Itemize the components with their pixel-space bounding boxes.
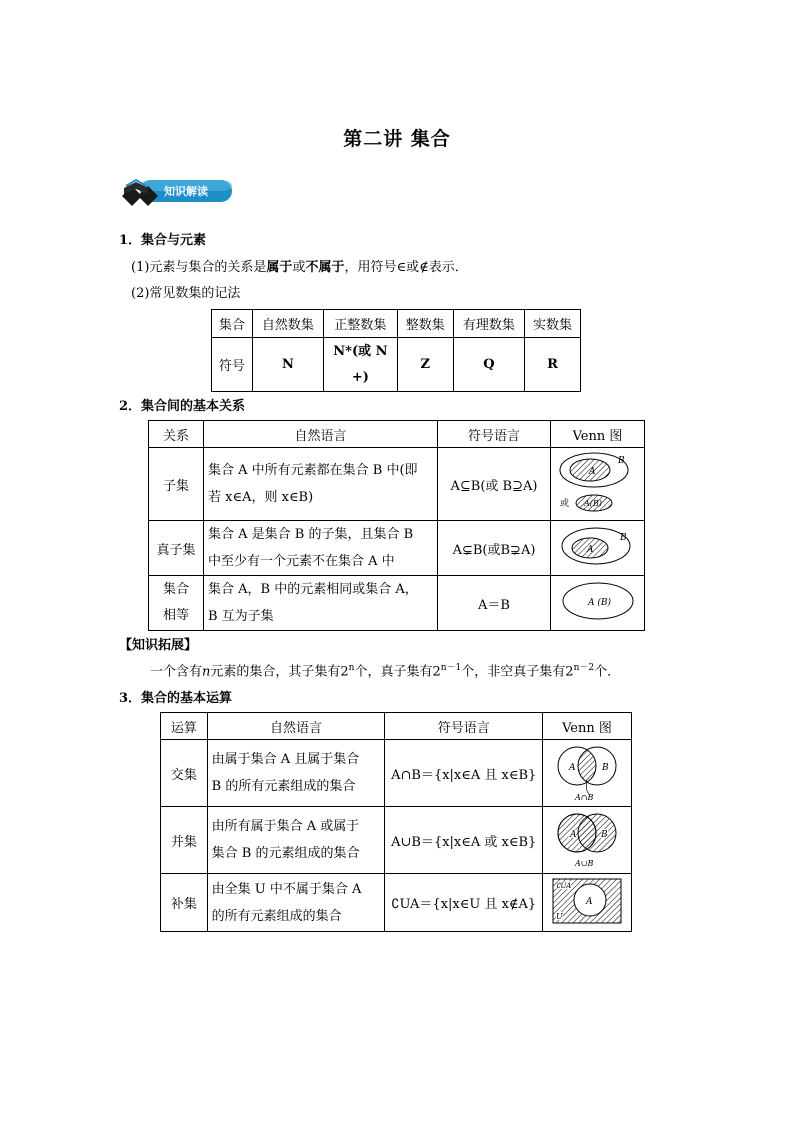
- table-row: [149, 448, 645, 521]
- svg-text:A: A: [586, 896, 593, 907]
- section-3-heading: 3．集合的基本运算: [119, 691, 233, 706]
- sym-union: A∪B＝{x|x∈A 或 x∈B}: [385, 807, 543, 874]
- sym-integer: Z: [397, 338, 453, 392]
- header-relation: 关系: [149, 421, 204, 448]
- table-row: [161, 874, 632, 932]
- svg-text:B: B: [617, 456, 625, 466]
- table-row: [149, 576, 645, 631]
- rel-equal: 集合 相等: [149, 576, 204, 631]
- nat-union: 由所有属于集合 A 或属于 集合 B 的元素组成的集合: [207, 807, 385, 874]
- number-sets-table: [211, 309, 581, 392]
- svg-text:A∩B: A∩B: [575, 793, 594, 802]
- header-op: 运算: [161, 713, 208, 740]
- sym-intersection: A∩B＝{x|x∈A 且 x∈B}: [385, 740, 543, 807]
- venn-union: [543, 807, 632, 874]
- svg-text:或: 或: [559, 499, 569, 509]
- sym-positive-int: N*(或 N +): [324, 338, 398, 392]
- extension-text: 一个含有n元素的集合，其子集有2$^n$个，真子集有$2^{n-1}$个，非空真子集有$2^{n-2}$个．: [150, 663, 621, 680]
- header-venn: Venn 图: [551, 421, 645, 448]
- rel-subset: 子集: [149, 448, 204, 521]
- svg-text:A: A: [586, 545, 593, 555]
- extension-heading: 【知识拓展】: [119, 638, 198, 653]
- col-real: 实数集: [524, 310, 580, 338]
- book-icon: [118, 174, 234, 208]
- venn-equal: [551, 576, 645, 631]
- svg-text:B: B: [619, 533, 627, 543]
- row-label-set: 集合: [212, 310, 253, 338]
- header-venn: Venn 图: [543, 713, 632, 740]
- venn-subset: [551, 448, 645, 521]
- op-union: 并集: [161, 807, 208, 874]
- col-rational: 有理数集: [453, 310, 524, 338]
- section-1-heading: 1．集合与元素: [119, 233, 207, 248]
- venn-intersection: [543, 740, 632, 807]
- operations-table: [160, 712, 632, 932]
- section-badge: [118, 174, 234, 208]
- table-row: [161, 740, 632, 807]
- sym-complement: ∁UA＝{x|x∈U 且 x∉A}: [385, 874, 543, 932]
- op-complement: 补集: [161, 874, 208, 932]
- svg-text:A(B): A(B): [583, 499, 602, 508]
- sym-real: R: [524, 338, 580, 392]
- badge-label: 知识解读: [164, 185, 208, 198]
- table-row: [161, 807, 632, 874]
- svg-text:B: B: [602, 763, 609, 773]
- nat-equal: 集合 A，B 中的元素相同或集合 A， B 互为子集: [204, 576, 438, 631]
- rel-proper-subset: 真子集: [149, 521, 204, 576]
- section-2-heading: 2．集合间的基本关系: [119, 399, 246, 414]
- header-natural: 自然语言: [204, 421, 438, 448]
- sym-natural: N: [252, 338, 323, 392]
- col-positive-int: 正整数集: [324, 310, 398, 338]
- svg-text:U: U: [556, 911, 563, 921]
- sym-proper-subset: A⊊B(或B⊋A): [438, 521, 551, 576]
- header-symbol: 符号语言: [385, 713, 543, 740]
- venn-complement: [543, 874, 632, 932]
- relations-table: [148, 420, 645, 631]
- svg-text:A (B): A (B): [587, 598, 611, 608]
- svg-text:∁UA: ∁UA: [556, 881, 572, 890]
- header-symbol: 符号语言: [438, 421, 551, 448]
- header-natural: 自然语言: [207, 713, 385, 740]
- svg-text:B: B: [601, 830, 608, 840]
- page-title: 第二讲 集合: [343, 128, 451, 150]
- sym-subset: A⊆B(或 B⊇A): [438, 448, 551, 521]
- nat-complement: 由全集 U 中不属于集合 A 的所有元素组成的集合: [207, 874, 385, 932]
- venn-proper-subset: [551, 521, 645, 576]
- col-integer: 整数集: [397, 310, 453, 338]
- sym-rational: Q: [453, 338, 524, 392]
- op-intersection: 交集: [161, 740, 208, 807]
- svg-text:A∪B: A∪B: [575, 859, 594, 868]
- col-natural: 自然数集: [252, 310, 323, 338]
- nat-intersection: 由属于集合 A 且属于集合 B 的所有元素组成的集合: [207, 740, 385, 807]
- svg-text:A: A: [570, 830, 577, 840]
- svg-text:A: A: [588, 467, 595, 477]
- row-label-symbol: 符号: [212, 338, 253, 392]
- nat-proper-subset: 集合 A 是集合 B 的子集，且集合 B 中至少有一个元素不在集合 A 中: [204, 521, 438, 576]
- s1-line1: (1)元素与集合的关系是属于或不属于，用符号∈或∉表示．: [131, 260, 468, 275]
- table-row: [149, 521, 645, 576]
- sym-equal: A＝B: [438, 576, 551, 631]
- nat-subset: 集合 A 中所有元素都在集合 B 中(即 若 x∈A，则 x∈B): [204, 448, 438, 521]
- s1-line2: (2)常见数集的记法: [131, 286, 241, 301]
- svg-text:A: A: [569, 763, 576, 773]
